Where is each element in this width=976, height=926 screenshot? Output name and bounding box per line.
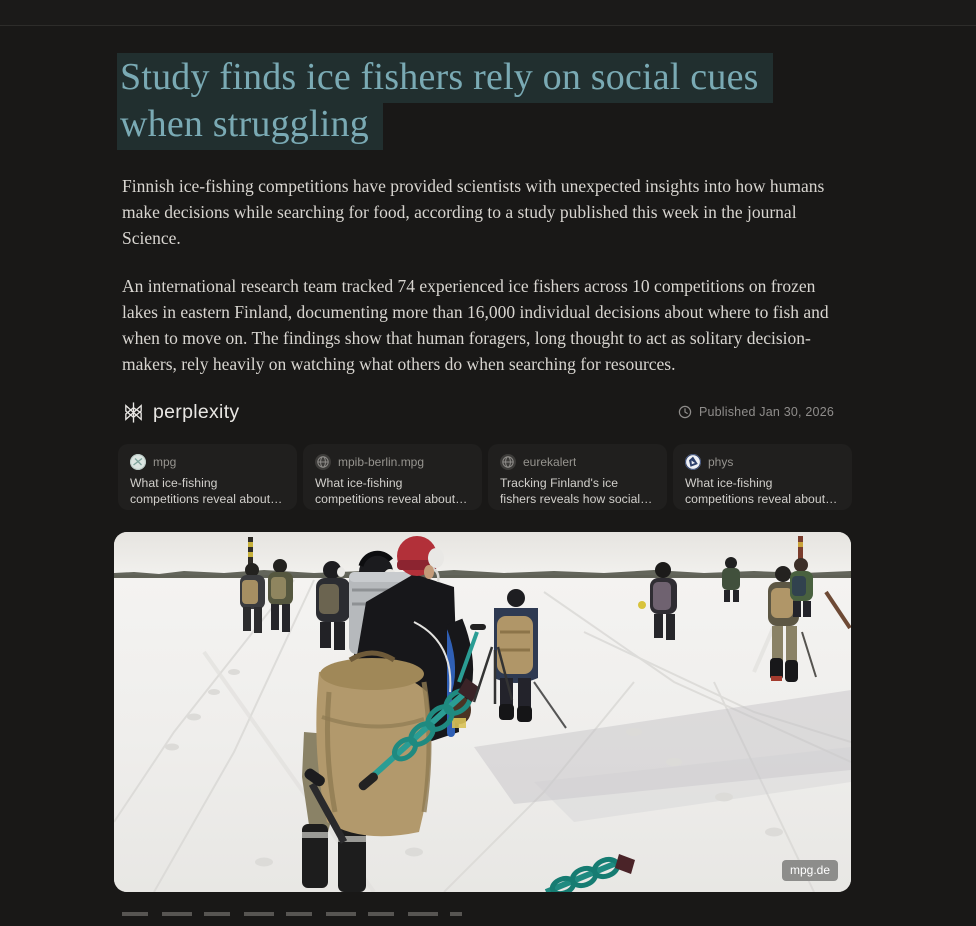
published-info (678, 405, 834, 419)
source-title: Tracking Finland's ice fishers reveals how social… (500, 476, 653, 506)
mpg-favicon-icon (130, 454, 146, 470)
source-card-eurekalert[interactable] (488, 444, 667, 510)
brand-wordmark: perplexity (153, 400, 240, 423)
published-label: Published Jan 30, 2026 (698, 405, 834, 419)
source-card-header (500, 454, 655, 470)
title-highlight: Study finds ice fishers rely on social cues when struggling (117, 53, 773, 150)
perplexity-brand[interactable] (122, 401, 239, 424)
next-paragraph-cutoff (122, 912, 462, 916)
top-divider-bar (0, 0, 976, 26)
source-card-phys[interactable] (673, 444, 852, 510)
source-card-mpib-berlin[interactable] (303, 444, 482, 510)
source-title: What ice-fishing competitions reveal about… (685, 476, 838, 506)
source-card-header (130, 454, 285, 470)
article-content (114, 54, 852, 916)
source-title: What ice-fishing competitions reveal about… (130, 476, 283, 506)
page-title (120, 54, 770, 148)
source-domain: mpg (153, 455, 177, 469)
article-paragraph-1: Finnish ice-fishing competitions have provided scientists with unexpected insights into how humans make decisions while searching for food, according to a study published this week in the journal Science. (122, 176, 825, 248)
source-domain: eurekalert (523, 455, 577, 469)
article-paragraph-2: An international research team tracked 74 experienced ice fishers across 10 competitions on frozen lakes in eastern Finland, documenting more than 16,000 individual decisions about where to fish and when to move on. The findings show that human foragers, long thought to act as solitary decision-makers, rely heavily on watching what others do when searching for resources. (122, 276, 829, 374)
source-domain: phys (708, 455, 734, 469)
source-card-mpg[interactable] (118, 444, 297, 510)
byline-row (122, 397, 834, 427)
perplexity-logo-icon (122, 401, 145, 424)
globe-icon (500, 454, 516, 470)
source-cards-row (118, 444, 852, 510)
source-title: What ice-fishing competitions reveal about… (315, 476, 468, 506)
clock-icon (678, 405, 692, 419)
phys-favicon-icon (685, 454, 701, 470)
hero-image (114, 532, 851, 892)
source-card-header (315, 454, 470, 470)
source-domain: mpib-berlin.mpg (338, 455, 425, 469)
globe-icon (315, 454, 331, 470)
image-credit-badge[interactable]: mpg.de (782, 860, 838, 881)
source-card-header (685, 454, 840, 470)
ice-fishing-photo-illustration (114, 532, 851, 892)
